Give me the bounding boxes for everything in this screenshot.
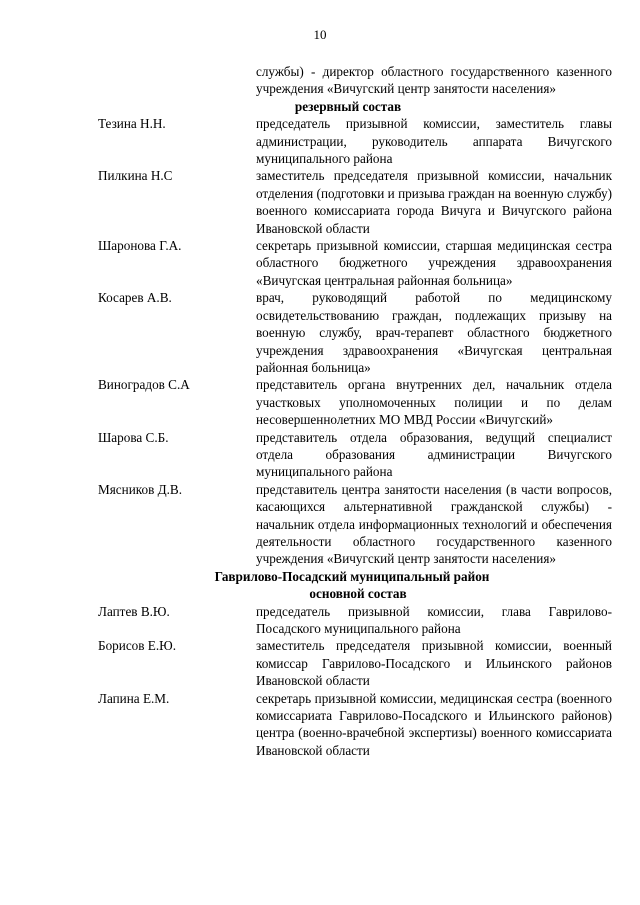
- section-heading-main: основной состав: [309, 586, 407, 602]
- member-name: Виноградов С.А: [98, 377, 190, 393]
- member-row: [98, 603, 618, 638]
- member-role: заместитель председателя призывной комиссии, военный комиссар Гаврилово-Посадского и Ильинского районов Ивановской области: [256, 638, 612, 689]
- member-row: [98, 429, 618, 481]
- member-row: [98, 167, 618, 237]
- member-name: Пилкина Н.С: [98, 168, 173, 184]
- member-name: Мясников Д.В.: [98, 481, 182, 497]
- member-list-reserve: [98, 115, 618, 568]
- page-number: 10: [313, 27, 327, 42]
- member-name: Лаптев В.Ю.: [98, 603, 170, 619]
- member-row: [98, 481, 618, 568]
- member-role: секретарь призывной комиссии, старшая медицинская сестра областного бюджетного учреждения здравоохранения «Вичугская центральная районная больница»: [256, 238, 612, 288]
- member-role: заместитель председателя призывной комиссии, начальник отделения (подготовки и призыва граждан на военную службу) военного комиссариата города Вичуга и Вичугского района Ивановской области: [256, 168, 612, 236]
- member-list-main: [98, 603, 618, 760]
- member-role: врач, руководящий работой по медицинскому освидетельствованию граждан, подлежащих призыву на военную службу, врач-терапевт областного бюджетного учреждения здравоохранения «Вичугская центральная районная больница»: [256, 290, 612, 375]
- member-name: Шарова С.Б.: [98, 429, 169, 445]
- member-role: представитель центра занятости населения (в части вопросов, касающихся альтернативной гражданской службы) - начальник отдела информационных технологий и обеспечения деятельности областного государственного казенного учреждения «Вичугский центр занятости населения»: [256, 481, 612, 567]
- member-name: Шаронова Г.А.: [98, 238, 182, 254]
- member-row: [98, 289, 618, 376]
- member-name: Лапина Е.М.: [98, 690, 170, 706]
- member-name: Косарев А.В.: [98, 290, 172, 306]
- member-role: председатель призывной комиссии, заместитель главы администрации, руководитель аппарата Вичугского муниципального района: [256, 116, 612, 167]
- member-row: [98, 237, 618, 289]
- member-row: [98, 115, 618, 167]
- member-name: Борисов Е.Ю.: [98, 638, 176, 654]
- member-role: представитель отдела образования, ведущий специалист отдела образования администрации Вичугского муниципального района: [256, 429, 612, 480]
- continuation-text: службы) - директор областного государственного казенного учреждения «Вичугский центр занятости населения»: [256, 64, 612, 97]
- member-row: [98, 376, 618, 428]
- document-body: [98, 63, 618, 759]
- member-role: секретарь призывной комиссии, медицинская сестра (военного комиссариата Гаврилово-Посадского и Ильинского районов) центра (военно-врачебной экспертизы) военного комиссариата Ивановской области: [256, 690, 612, 758]
- member-row: [98, 637, 618, 689]
- district-heading: Гаврилово-Посадский муниципальный район: [214, 568, 490, 584]
- member-row: [98, 690, 618, 760]
- member-role: председатель призывной комиссии, глава Гаврилово-Посадского муниципального района: [256, 603, 612, 636]
- member-name: Тезина Н.Н.: [98, 116, 166, 132]
- section-heading-reserve: резервный состав: [294, 98, 402, 114]
- member-role: представитель органа внутренних дел, начальник отдела участковых уполномоченных полиции и по делам несовершеннолетних МО МВД России «Вичугский»: [256, 377, 612, 428]
